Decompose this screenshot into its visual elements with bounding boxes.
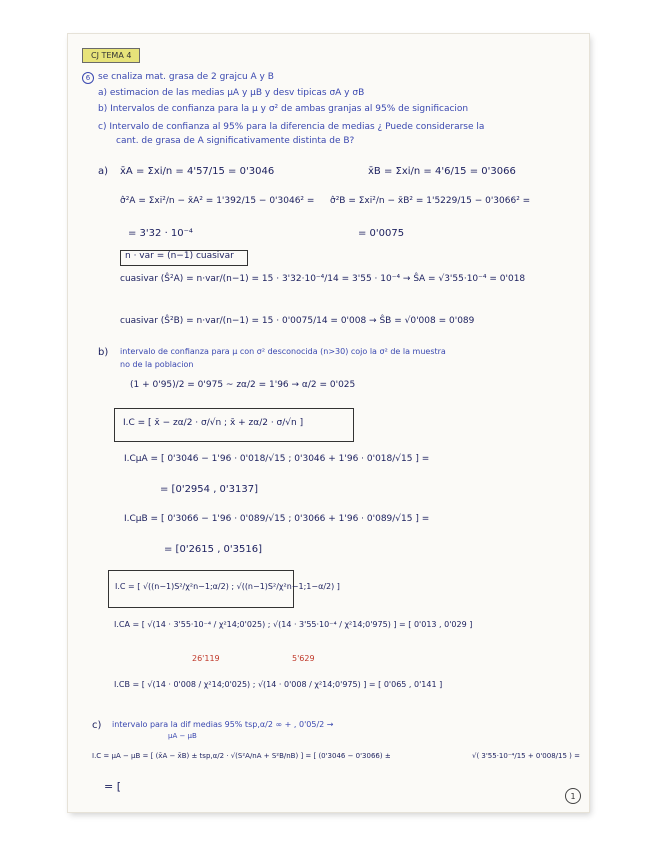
- ci-var-b: I.CB = [ √(14 · 0'008 / χ²14;0'025) ; √(14 · 0'008 / χ²14;0'975) ] = [ 0'065 , 0'141 ]: [114, 680, 443, 689]
- ci-mean-b-result: = [0'2615 , 0'3516]: [164, 544, 263, 555]
- mean-ci-formula: I.C = [ x̄ − zα/2 · σ/√n ; x̄ + zα/2 · σ/√n ]: [123, 418, 304, 428]
- cuasivar-b: cuasivar (Ŝ²B) = n·var/(n−1) = 15 · 0'0075/14 = 0'008 → ŜB = √0'008 = 0'089: [120, 316, 475, 326]
- ci-mean-b: I.CμB = [ 0'3066 − 1'96 · 0'089/√15 ; 0'3066 + 1'96 · 0'089/√15 ] =: [124, 514, 430, 524]
- z-value: (1 + 0'95)/2 = 0'975 ~ zα/2 = 1'96 → α/2 = 0'025: [130, 380, 356, 390]
- problem-number: 6: [82, 72, 94, 84]
- topic-tag: CJ TEMA 4: [82, 48, 140, 63]
- mean-a: x̄A = Σxi/n = 4'57/15 = 0'3046: [120, 166, 275, 177]
- notebook-page: [68, 34, 589, 812]
- var-b: σ̂²B = Σxi²/n − x̄B² = 1'5229/15 − 0'3066² =: [330, 196, 531, 206]
- problem-c-line2: cant. de grasa de A significativamente distinta de B?: [116, 136, 355, 146]
- chi-square-a-upper: 5'629: [292, 654, 315, 663]
- page-number: 1: [565, 788, 581, 804]
- variance-ci-formula-box: [108, 570, 340, 608]
- variance-ci-formula: I.C = [ √((n−1)S²/χ²n−1;α/2) ; √((n−1)S²/χ²n−1;1−α/2) ]: [115, 582, 340, 591]
- var-b-result: = 0'0075: [358, 228, 405, 239]
- diff-mean-ci-sqrt: √( 3'55·10⁻⁴/15 + 0'008/15 ) =: [472, 752, 580, 760]
- ci-mean-a-result: = [0'2954 , 0'3137]: [160, 484, 259, 495]
- part-b-line2: no de la poblacion: [120, 360, 194, 369]
- part-c-subscript: μA − μB: [168, 732, 197, 740]
- var-a-result: = 3'32 · 10⁻⁴: [128, 228, 193, 239]
- part-b-label: b): [98, 347, 109, 358]
- relation-box: [120, 250, 248, 266]
- mean-b: x̄B = Σxi/n = 4'6/15 = 0'3066: [368, 166, 516, 177]
- problem-c-line1: c) Intervalo de confianza al 95% para la diferencia de medias ¿ Puede considerarse la: [98, 122, 485, 132]
- ci-mean-a: I.CμA = [ 0'3046 − 1'96 · 0'018/√15 ; 0'3046 + 1'96 · 0'018/√15 ] =: [124, 454, 430, 464]
- part-b-line1: intervalo de confianza para μ con σ² desconocida (n>30) cojo la σ² de la muestra: [120, 347, 446, 356]
- problem-b: b) Intervalos de confianza para la μ y σ² de ambas granjas al 95% de significacion: [98, 104, 469, 114]
- mean-ci-formula-box: [114, 408, 354, 442]
- cuasivar-a: cuasivar (Ŝ²A) = n·var/(n−1) = 15 · 3'32·10⁻⁴/14 = 3'55 · 10⁻⁴ → ŜA = √3'55·10⁻⁴ = 0'018: [120, 274, 526, 284]
- relation-text: n · var = (n−1) cuasivar: [125, 251, 234, 261]
- part-a-label: a): [98, 166, 109, 177]
- problem-intro: se cnaliza mat. grasa de 2 grajcu A y B: [98, 72, 274, 82]
- part-c-line1: intervalo para la dif medias 95% tsp,α/2 ∞ + , 0'05/2 →: [112, 720, 334, 729]
- chi-square-a-lower: 26'119: [192, 654, 220, 663]
- diff-mean-ci: I.C = μA − μB = [ (x̄A − x̄B) ± tsp,α/2 · √(S²A/nA + S²B/nB) ] = [ (0'3046 − 0'3066) ±: [92, 752, 391, 760]
- ci-var-a: I.CA = [ √(14 · 3'55·10⁻⁴ / χ²14;0'025) ; √(14 · 3'55·10⁻⁴ / χ²14;0'975) ] = [ 0'013 , 0'029 ]: [114, 620, 473, 629]
- problem-a: a) estimacion de las medias μA y μB y desv tipicas σA y σB: [98, 88, 365, 98]
- diff-mean-ci-end: = [: [104, 780, 122, 793]
- part-c-label: c): [92, 720, 102, 731]
- var-a: σ̂²A = Σxi²/n − x̄A² = 1'392/15 − 0'3046² =: [120, 196, 315, 206]
